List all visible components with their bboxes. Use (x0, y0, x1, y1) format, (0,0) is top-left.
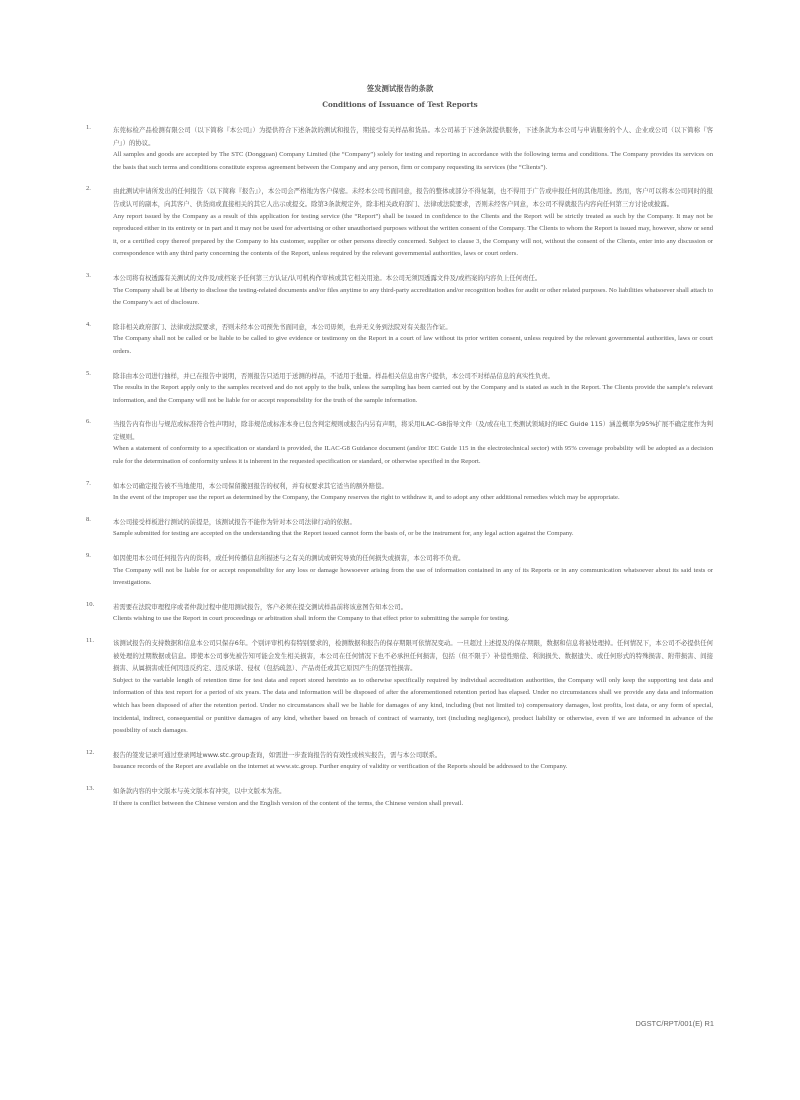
clause-text-chinese: 若需要在法院审理程序或者仲裁过程中使用测试报告，客户必须在提交测试样品前将该意图告知本公司。 (113, 602, 407, 611)
clause-number: 8. (86, 515, 91, 523)
clause-number: 3. (86, 271, 91, 279)
clause-text-english: Subject to the variable length of retention time for test data and report stored hereinto as to otherwise specifically required by individual accreditation authorities, the Company will only keep the supporting test data and information of this test report for a period of six years. The data and information will be disposed of after the aforementioned retention period has elapsed. Under no circumstances shall we provide any data and information which has been disposed of after the retention period. Under no circumstances shall we be liable for damages of any kind, including (but not limited to) compensatory damages, lost profits, lost data, or any form of special, incidental, indirect, consequential or punitive damages of any kind, whether based on breach of contract of warranty, tort (including negligence), product liability or otherwise, even if we are informed in advance of the possibility of such damages. (113, 676, 713, 735)
clause-text-chinese: 如条款内容的中文版本与英文版本有冲突，以中文版本为准。 (113, 786, 286, 795)
clause-4 (0, 321, 800, 359)
clause-text-chinese: 东莞标检产品检测有限公司（以下简称『本公司』）为提供符合下述条款的测试和报告，期接受有关样品和货品。本公司基于下述条款提供服务，下述条款为本公司与申请服务的个人、企业或公司（以下简称『客户』）的协议。 (113, 126, 713, 147)
clause-text-chinese: 除非相关政府部门、法律或法院要求，否则未经本公司预先书面同意，本公司毋须，也并无义务到法院对有关报告作证。 (113, 322, 452, 331)
clause-text-chinese: 本公司接受样板进行测试的前提是，该测试报告不能作为针对本公司法律行动的依据。 (113, 517, 356, 526)
clause-number: 9. (86, 552, 91, 560)
clause-text-english: Any report issued by the Company as a result of this application for testing service (the “Report”) shall be issued in confidence to the Clients and the Report will be strictly treated as such by the Company. It may not be reproduced either in its entirety or in part and it may not be used for advertising or other unauthorised purposes without the written consent of the Company. The Clients to whom the Report is issued may, however, show or send it, or a certified copy thereof prepared by the Company to his customer, supplier or other persons directly concerned. Subject to clause 3, the Company will not, without the consent of the Clients, enter into any discussion or correspondence with any third party concerning the contents of the Report, unless required by the relevant governmental authorities, laws or court orders. (113, 212, 713, 258)
clause-text-chinese: 该测试报告的支持数据和信息本公司只保存6年。个别评审机构有特别要求的，检测数据和报告的保存期限可依情况变动。一旦超过上述提及的保存期限，数据和信息将被处理掉。任何情况下，本公司不必提供任何被处理的过期数据或信息。即使本公司事先被告知可能会发生相关损害，本公司在任何情况下也不必承担任何损害，包括（但不限于）补偿性赔偿、利润损失、数据遗失、或任何形式的特殊损害、附带损害、间接损害、从属损害或任何因违反约定、违反承诺、侵权（包括疏忽）、产品责任或其它原因产生的惩罚性损害。 (113, 639, 713, 673)
clause-6 (0, 418, 800, 468)
clause-text-chinese: 报告的签发记录可通过登录网址www.stc.group查询，如需进一步查询报告的有效性或核实报告，需与本公司联系。 (113, 750, 442, 759)
clause-number: 2. (86, 185, 91, 193)
clause-5 (0, 370, 800, 408)
clause-number: 11. (86, 637, 94, 644)
clause-text-chinese: 由此测试申请所发出的任何报告（以下简称『报告』），本公司会严格地为客户保密。未经本公司书面同意，报告的整体或部分不得复制，也不得用于广告或申报任何的其他用途。然而，客户可以将本公司同时的报告或认可的副本，向其客户、供货商或直接相关的其它人出示或提交。除第3条款规定外，除非相关政府部门、法律或法院要求，否则未经客户同意，本公司不得就报告内容向任何第三方讨论或披露。 (113, 187, 713, 208)
clause-13 (0, 785, 800, 810)
clause-number: 13. (86, 784, 95, 792)
clause-text-english: The Company will not be liable for or accept responsibility for any loss or damage howsoever arising from the use of information contained in any of its Reports or in any communication whatsoever about its said tests or investigations. (113, 566, 713, 587)
clause-9 (0, 552, 800, 590)
clause-text-english: Clients wishing to use the Report in court proceedings or arbitration shall inform the Company to that effect prior to submitting the sample for testing. (113, 615, 510, 623)
clause-number: 10. (86, 600, 95, 608)
clause-number: 5. (86, 369, 91, 377)
clause-8 (0, 516, 800, 541)
clause-2 (0, 185, 800, 261)
clause-text-chinese: 除非由本公司进行抽样，并已在报告中说明，否则报告只适用于送测的样品，不适用于批量。样品相关信息由客户提供，本公司不对样品信息的真实性负责。 (113, 371, 554, 380)
clause-text-chinese: 如本公司确定报告被不当地使用，本公司保留撤回报告的权利，并有权要求其它适当的额外赔偿。 (113, 481, 388, 490)
clause-number: 12. (86, 748, 95, 756)
clause-3 (0, 272, 800, 310)
clause-number: 7. (86, 479, 91, 487)
clause-1 (0, 124, 800, 174)
clause-text-english: Issuance records of the Report are available on the internet at www.stc.group. Further enquiry of validity or verification of the Reports should be addressed to the Company. (113, 763, 568, 771)
clause-text-english: Sample submitted for testing are accepted on the understanding that the Report issued cannot form the basis of, or be the instrument for, any legal action against the Company. (113, 530, 574, 538)
document-code: DGSTC/RPT/001(E) R1 (635, 1019, 714, 1028)
clause-text-chinese: 如因使用本公司任何报告内的资料，或任何传播信息所描述与之有关的测试或研究导致的任何损失或损害，本公司将不负责。 (113, 554, 465, 563)
page-title-chinese: 签发测试报告的条款 (366, 84, 434, 93)
clause-11 (0, 637, 800, 738)
clause-text-chinese: 本公司将有权透露有关测试的文件及/或档案予任何第三方认证/认可机构作审核或其它相关用途。本公司无须因透露文件及/或档案的内容负上任何责任。 (113, 273, 542, 282)
clause-text-english: All samples and goods are accepted by The STC (Dongguan) Company Limited (the “Company”) solely for testing and reporting in accordance with the following terms and conditions. The Company provides its services on the basis that such terms and conditions constitute express agreement between the Company and any person, firm or company requesting its services (the “Clients”). (113, 151, 713, 171)
clause-text-english: In the event of the improper use the report as determined by the Company, the Company reserves the right to withdraw it, and to adopt any other additional remedies which may be appropriate. (113, 494, 620, 502)
clause-number: 1. (86, 124, 91, 131)
clause-list (0, 124, 800, 821)
clause-7 (0, 480, 800, 505)
clause-text-chinese: 当报告内有作出与规范或标准符合性声明时，除非规范或标准本身已包含判定规则或报告内另有声明，将采用ILAC-G8指导文件（及/或在电工类测试领域时的IEC Guide 115）涵盖概率为95%扩展不确定度作为判定规则。 (113, 420, 713, 441)
clause-text-english: If there is conflict between the Chinese version and the English version of the content of the terms, the Chinese version shall prevail. (113, 799, 464, 807)
clause-text-english: The Company shall not be called or be liable to be called to give evidence or testimony on the Report in a court of law without its prior written consent, unless required by the relevant governmental authorities, laws or court orders. (113, 335, 713, 355)
clause-10 (0, 601, 800, 626)
clause-text-english: When a statement of conformity to a specification or standard is provided, the ILAC-G8 Guidance document (and/or IEC Guide 115 in the electrotechnical sector) with 95% coverage probability will be adopted as a decision rule for the determination of conformity unless it is inherent in the requested specification or standard, or otherwise specified in the Report. (113, 445, 713, 466)
clause-number: 4. (86, 320, 91, 328)
clause-12 (0, 749, 800, 774)
clause-text-english: The Company shall be at liberty to disclose the testing-related documents and/or files anytime to any third-party accreditation and/or recognition bodies for audit or other related purposes. No liabilities whatsoever shall attach to the Company’s act of disclosure. (113, 286, 713, 307)
clause-number: 6. (86, 418, 91, 426)
clause-text-english: The results in the Report apply only to the samples received and do not apply to the bulk, unless the sampling has been carried out by the Company and is stated as such in the Report. The Clients provide the sample’s relevant information, and the Company will not be liable for or accept responsibility for the truth of the sample information. (113, 384, 713, 404)
page-title-english: Conditions of Issuance of Test Reports (322, 100, 478, 109)
